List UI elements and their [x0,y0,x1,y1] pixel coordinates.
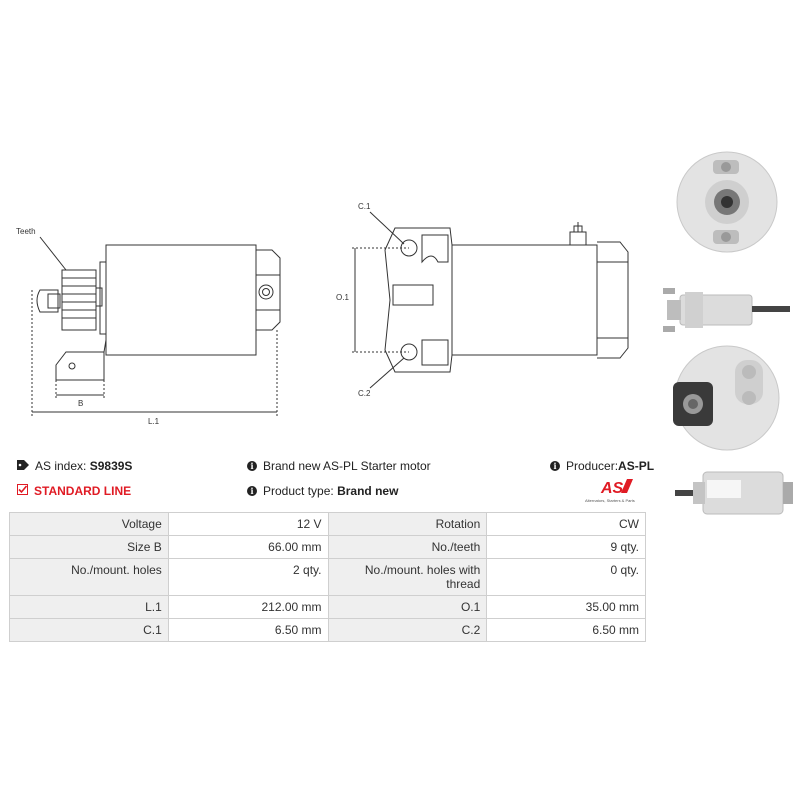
producer-value: AS-PL [618,459,655,473]
standard-line-label: STANDARD LINE [34,484,132,498]
standard-line [17,484,131,498]
table-row [10,536,646,559]
spec-label: Voltage [10,513,169,536]
spec-value: 0 qty. [487,559,646,596]
spec-value: 12 V [168,513,328,536]
producer [550,459,654,473]
as-index [17,459,132,473]
spec-label: L.1 [10,596,169,619]
c1-label: C.1 [358,202,371,211]
table-row [10,596,646,619]
product-photos [655,150,800,530]
spec-value: 9 qty. [487,536,646,559]
product-type [247,484,398,498]
front-photo [677,152,777,252]
tag-icon [17,459,29,473]
spec-value: 35.00 mm [487,596,646,619]
spec-label: No./mount. holes [10,559,169,596]
description [247,459,431,473]
logo-tagline: Alternators, Starters & Parts [585,498,635,503]
product-type-label: Product type: [263,484,334,498]
spec-label: O.1 [328,596,487,619]
spec-value: 66.00 mm [168,536,328,559]
teeth-label: Teeth [16,227,36,236]
c2-label: C.2 [358,389,371,398]
table-row [10,513,646,536]
spec-value: 2 qty. [168,559,328,596]
spec-label: C.1 [10,619,169,642]
as-index-label: AS index: [35,459,87,473]
mount-view-drawing [352,212,628,388]
as-pl-logo [583,476,653,506]
spec-label: No./teeth [328,536,487,559]
spec-label: C.2 [328,619,487,642]
specs-table [9,512,646,642]
logo-mark: AS [601,480,624,497]
side-photo [675,472,793,514]
spec-value: 6.50 mm [487,619,646,642]
table-row [10,559,646,596]
info-icon: i [247,461,257,471]
top-photo [663,288,790,332]
technical-drawing [0,0,660,440]
l1-label: L.1 [148,417,160,426]
spec-value: CW [487,513,646,536]
checkbox-icon [17,484,28,498]
producer-label: Producer: [566,459,619,473]
b-label: B [78,399,84,408]
as-index-value: S9839S [89,459,133,473]
spec-value: 6.50 mm [168,619,328,642]
spec-label: No./mount. holes with thread [328,559,487,596]
spec-label: Rotation [328,513,487,536]
info-icon: i [550,461,560,471]
product-type-value: Brand new [337,484,399,498]
info-icon: i [247,486,257,496]
spec-value: 212.00 mm [168,596,328,619]
description-text: Brand new AS-PL Starter motor [263,459,431,473]
rear-photo [673,346,779,450]
spec-label: Size B [10,536,169,559]
side-view-drawing [32,237,280,418]
table-row [10,619,646,642]
o1-label: O.1 [336,293,349,302]
